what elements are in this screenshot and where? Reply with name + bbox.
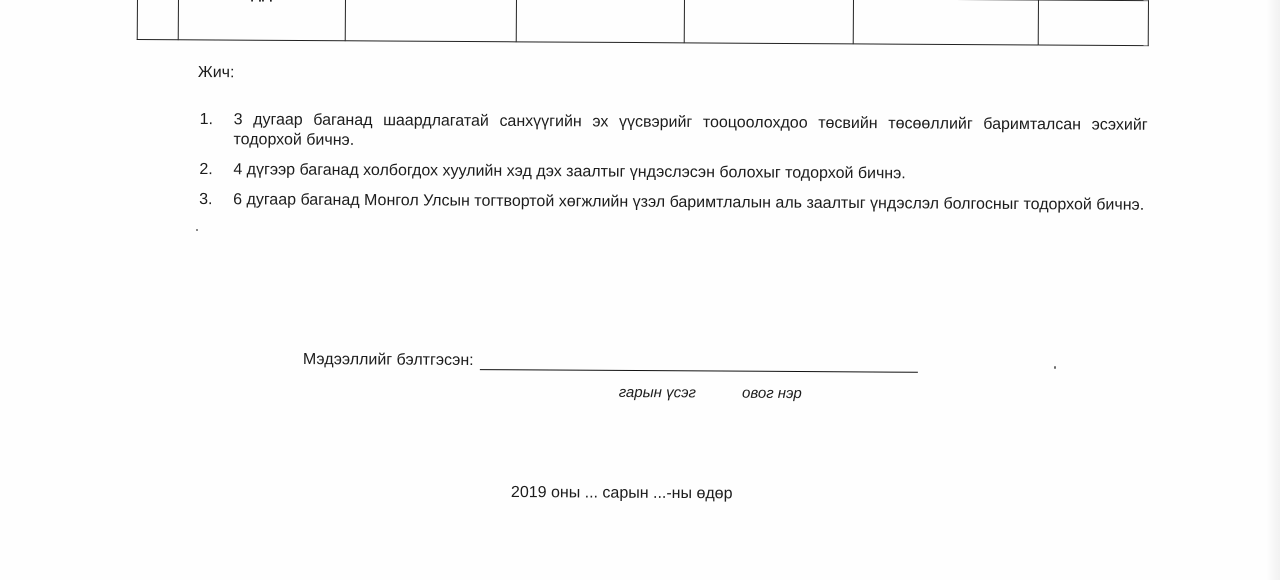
scan-speck bbox=[196, 229, 198, 231]
note-text: 4 дүгээр баганад холбогдох хуулийн хэд дэх заалтыг үндэслэсэн болохыг тодорхой бичнэ. bbox=[233, 161, 906, 183]
note-number: 3. bbox=[199, 191, 213, 209]
notes-list bbox=[197, 110, 1148, 216]
table-cell-text bbox=[179, 0, 345, 2]
note-number: 2. bbox=[199, 161, 213, 179]
list-item bbox=[197, 110, 1147, 156]
date-line: 2019 оны ... сарын ...-ны өдөр bbox=[510, 484, 733, 503]
notes-section bbox=[197, 64, 1148, 226]
signature-block bbox=[302, 348, 1003, 403]
note-number: 1. bbox=[199, 111, 214, 129]
table-row bbox=[137, 0, 1148, 46]
signature-label: Мэдээллийг бэлтгэсэн: bbox=[302, 350, 474, 370]
list-item bbox=[197, 160, 1147, 186]
data-table bbox=[137, 0, 1149, 46]
table-cell bbox=[1038, 0, 1148, 46]
name-caption: овог нэр bbox=[742, 384, 802, 403]
table-cell bbox=[516, 0, 684, 43]
table-cell bbox=[684, 0, 853, 44]
notes-title: Жич: bbox=[197, 64, 235, 82]
note-text: 6 дугаар баганад Монгол Улсын тогтвортой хөгжлийн үзэл баримтлалын аль заалтыг үндэслэл болгосныг тодорхой бичнэ. bbox=[233, 191, 1145, 214]
list-item bbox=[197, 190, 1147, 216]
table-fragment bbox=[137, 0, 1149, 46]
signature-line bbox=[480, 349, 918, 373]
signature-captions bbox=[619, 384, 802, 402]
table-cell bbox=[345, 0, 516, 42]
signature-caption: гарын үсэг bbox=[618, 383, 696, 402]
table-cell bbox=[137, 0, 178, 40]
table-cell bbox=[178, 0, 345, 41]
table-cell bbox=[853, 0, 1038, 45]
page-edge-shadow bbox=[1266, 0, 1280, 580]
note-text: 3 дугаар баганад шаардлагатай санхүүгийн эх үүсвэрийг тооцоолохдоо төсвийн төсөөллийг баримталсан эсэхийг тодорхой бичнэ. bbox=[233, 111, 1148, 149]
scan-speck bbox=[1054, 366, 1056, 369]
